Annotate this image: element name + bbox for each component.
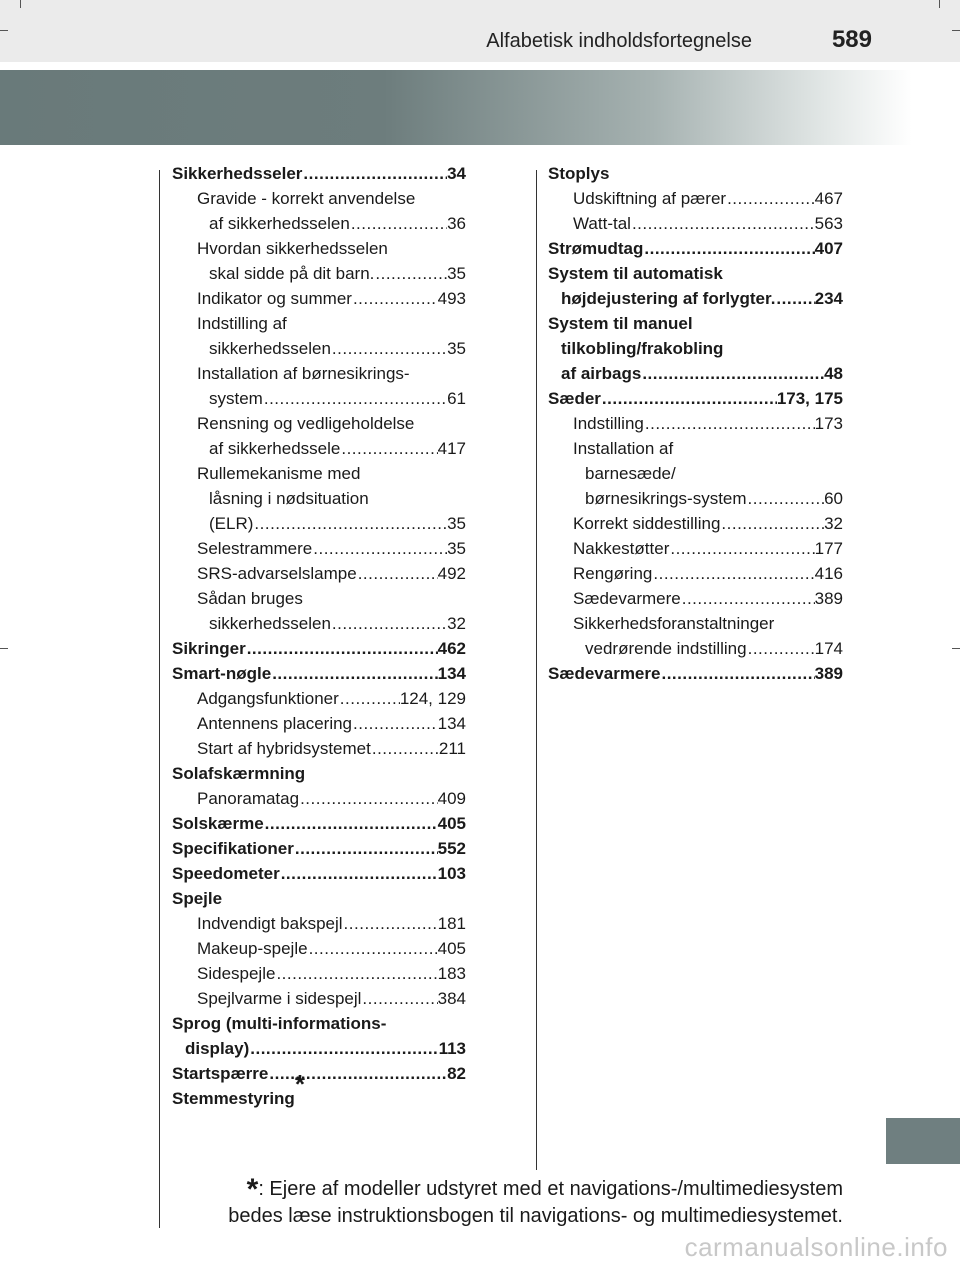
index-entry (548, 586, 843, 611)
index-entry-page: 32 (447, 614, 466, 633)
dot-leader (275, 961, 437, 986)
footnote-reference-star: * (294, 1069, 305, 1099)
dot-leader (660, 661, 814, 686)
index-entry (172, 361, 466, 386)
crop-mark (0, 30, 8, 31)
index-entry-page: 389 (814, 589, 843, 608)
index-entry-page: 34 (447, 164, 466, 183)
dot-leader (644, 411, 815, 436)
dot-leader (343, 911, 438, 936)
index-entry (172, 711, 466, 736)
index-entry-page: 409 (437, 789, 466, 808)
header-banner (0, 70, 960, 145)
crop-mark (952, 30, 960, 31)
dot-leader (352, 286, 438, 311)
index-entry-page: 417 (437, 439, 466, 458)
index-entry-term: Stemmestyring (172, 1089, 295, 1108)
dot-leader (357, 561, 438, 586)
index-entry-page: 173, 175 (776, 389, 843, 408)
index-entry-term: (ELR) (209, 514, 254, 533)
index-entry-term: Solafskærmning (172, 764, 306, 783)
index-entry (548, 236, 843, 261)
dot-leader (271, 661, 437, 686)
section-side-tab (886, 1118, 960, 1164)
index-entry-term: Indikator og summer (197, 289, 352, 308)
index-entry-term: af airbags (561, 364, 642, 383)
crop-mark (0, 648, 8, 649)
dot-leader (631, 211, 815, 236)
index-entry-term: SRS-advarselslampe (197, 564, 357, 583)
index-entry-term: Korrekt siddestilling (573, 514, 721, 533)
footnote (180, 1172, 843, 1230)
index-entry-term: Indvendigt bakspejl (197, 914, 343, 933)
dot-leader (747, 636, 815, 661)
index-entry-page: 61 (447, 389, 466, 408)
index-entry (172, 961, 466, 986)
index-entry-term: Smart-nøgle (172, 664, 272, 683)
index-entry-term: Sædevarmere (548, 664, 661, 683)
index-entry (172, 761, 466, 786)
index-entry (172, 911, 466, 936)
index-entry (172, 586, 466, 611)
index-entry-term: skal sidde på dit barn. (209, 264, 375, 283)
dot-leader (726, 186, 815, 211)
header-strip (0, 0, 960, 62)
index-entry-page: 467 (814, 189, 843, 208)
index-entry-term: Sådan bruges (197, 589, 303, 608)
index-entry-term: Sæder (548, 389, 601, 408)
index-entry (172, 536, 466, 561)
dot-leader (361, 986, 437, 1011)
index-entry (548, 286, 843, 311)
index-entry-term: Speedometer (172, 864, 280, 883)
dot-leader (280, 861, 438, 886)
index-entry-term: Rensning og vedligeholdelse (197, 414, 415, 433)
index-entry-term: display) (185, 1039, 250, 1058)
index-entry-term: Udskiftning af pærer (573, 189, 727, 208)
index-entry-term: Adgangsfunktioner (197, 689, 339, 708)
index-entry-term: Stoplys (548, 164, 610, 183)
index-entry (172, 986, 466, 1011)
dot-leader (643, 236, 814, 261)
index-entry-term: Sædevarmere (573, 589, 681, 608)
index-entry-page: 384 (437, 989, 466, 1008)
index-entry (172, 661, 466, 686)
index-entry-page: 462 (437, 639, 466, 658)
index-entry-page: 492 (437, 564, 466, 583)
index-entry (172, 286, 466, 311)
footnote-marker: * (246, 1173, 259, 1206)
index-entry (172, 561, 466, 586)
index-entry (172, 936, 466, 961)
index-entry (548, 186, 843, 211)
index-entry-term: Nakkestøtter (573, 539, 670, 558)
index-entry (172, 1011, 466, 1036)
footnote-line-2: bedes læse instruktionsbogen til navigations- og multimediesystemet. (228, 1205, 843, 1227)
dot-leader (294, 836, 438, 861)
dot-leader (249, 1036, 438, 1061)
index-entry-page: 35 (447, 539, 466, 558)
index-entry (548, 361, 843, 386)
index-entry-page: 134 (437, 714, 466, 733)
index-entry (548, 561, 843, 586)
index-entry (548, 211, 843, 236)
index-entry (172, 836, 466, 861)
index-entry-page: 405 (437, 814, 466, 833)
index-entry-page: 82 (447, 1064, 466, 1083)
index-entry-page: 563 (814, 214, 843, 233)
index-entry-term: Solskærme (172, 814, 264, 833)
index-entry (548, 261, 843, 286)
index-entry-term: højdejustering af forlygter. (561, 289, 776, 308)
index-entry-page: 35 (447, 264, 466, 283)
index-entry (172, 161, 466, 186)
index-entry-page: 35 (447, 514, 466, 533)
index-entry-term: Antennens placering (197, 714, 353, 733)
dot-leader (720, 511, 824, 536)
index-entry-page: 173 (814, 414, 843, 433)
index-entry-term: Rengøring (573, 564, 653, 583)
dot-leader (775, 286, 814, 311)
footnote-line-1-text: : Ejere af modeller udstyret med et navigations-/multimediesystem (258, 1178, 843, 1200)
index-column-left (172, 161, 466, 1111)
dot-leader (308, 936, 438, 961)
index-entry-term: Panoramatag (197, 789, 300, 808)
dot-leader (374, 261, 447, 286)
dot-leader (246, 636, 438, 661)
index-entry (548, 311, 843, 336)
index-entry (172, 1036, 466, 1061)
index-entry-term: Sikkerhedsseler (172, 164, 303, 183)
dot-leader (299, 786, 438, 811)
index-entry (172, 636, 466, 661)
index-entry-page: 60 (824, 489, 843, 508)
index-entry-term: Rullemekanisme med (197, 464, 361, 483)
index-entry-page: 36 (447, 214, 466, 233)
index-entry (548, 386, 843, 411)
index-entry (172, 411, 466, 436)
page-header-title: Alfabetisk indholdsfortegnelse (486, 30, 752, 52)
index-entry-term: af sikkerhedsselen (209, 214, 350, 233)
index-entry-term: Installation af børnesikrings- (197, 364, 410, 383)
dot-leader (339, 686, 400, 711)
dot-leader (302, 161, 447, 186)
dot-leader (601, 386, 777, 411)
index-entry (172, 861, 466, 886)
index-entry-page: 113 (438, 1039, 466, 1058)
index-entry-term: sikkerhedsselen (209, 614, 331, 633)
index-entry (172, 461, 466, 486)
index-entry-term: Specifikationer (172, 839, 294, 858)
index-entry (172, 486, 466, 511)
index-entry-page: 234 (814, 289, 843, 308)
dot-leader (747, 486, 825, 511)
index-entry (172, 386, 466, 411)
index-entry-term: barnesæde/ (585, 464, 676, 483)
index-column-right (548, 161, 843, 686)
index-entry-page: 211 (438, 739, 466, 758)
index-entry-page: 35 (447, 339, 466, 358)
index-entry (172, 686, 466, 711)
index-entry (172, 811, 466, 836)
index-entry-term: Sidespejle (197, 964, 276, 983)
dot-leader (331, 611, 447, 636)
crop-mark (20, 0, 21, 8)
page-number: 589 (831, 26, 872, 53)
index-entry (172, 1061, 466, 1086)
dot-leader (652, 561, 814, 586)
index-entry-term: System til automatisk (548, 264, 723, 283)
index-entry-term: børnesikrings-system (585, 489, 747, 508)
index-entry (548, 436, 843, 461)
index-entry-page: 103 (437, 864, 466, 883)
index-entry (172, 311, 466, 336)
index-entry-page: 416 (814, 564, 843, 583)
index-entry (548, 611, 843, 636)
index-entry-term: Watt-tal (573, 214, 631, 233)
index-entry-page: 493 (437, 289, 466, 308)
dot-leader (371, 736, 439, 761)
index-entry-term: System til manuel (548, 314, 693, 333)
index-entry-term: Makeup-spejle (197, 939, 308, 958)
index-entry (548, 511, 843, 536)
index-entry (548, 636, 843, 661)
index-entry-term: Selestrammere (197, 539, 313, 558)
index-entry (548, 661, 843, 686)
index-entry (172, 786, 466, 811)
watermark: carmanualsonline.info (684, 1232, 948, 1262)
dot-leader (340, 436, 437, 461)
dot-leader (350, 211, 447, 236)
index-entry-page: 177 (814, 539, 843, 558)
crop-mark (952, 648, 960, 649)
index-entry (548, 536, 843, 561)
dot-leader (331, 336, 447, 361)
index-entry (172, 236, 466, 261)
dot-leader (669, 536, 814, 561)
footnote-line-1 (180, 1172, 843, 1206)
index-entry (172, 186, 466, 211)
index-entry (548, 336, 843, 361)
index-entry (548, 411, 843, 436)
left-column-rule (159, 170, 160, 1228)
index-entry-term: Spejlvarme i sidespejl (197, 989, 362, 1008)
index-entry-page: 48 (824, 364, 843, 383)
index-entry-page: 407 (814, 239, 843, 258)
index-entry-term: Strømudtag (548, 239, 644, 258)
index-entry-term: tilkobling/frakobling (561, 339, 724, 358)
index-entry-term: låsning i nødsituation (209, 489, 369, 508)
index-entry-term: Sprog (multi-informations- (172, 1014, 387, 1033)
index-entry (172, 736, 466, 761)
index-entry-page: 32 (824, 514, 843, 533)
crop-mark (939, 0, 940, 8)
index-entry-term: vedrørende indstilling (585, 639, 747, 658)
dot-leader (253, 511, 447, 536)
index-entry-page: 405 (437, 939, 466, 958)
index-entry-page: 134 (437, 664, 466, 683)
index-entry-page: 174 (814, 639, 843, 658)
index-entry-page: 124, 129 (399, 689, 466, 708)
index-entry-term: Spejle (172, 889, 223, 908)
index-entry-term: Hvordan sikkerhedsselen (197, 239, 388, 258)
index-entry-term: Start af hybridsystemet (197, 739, 371, 758)
index-entry-page: 389 (814, 664, 843, 683)
index-entry (548, 161, 843, 186)
dot-leader (681, 586, 815, 611)
dot-leader (263, 386, 447, 411)
dot-leader (352, 711, 438, 736)
index-entry-term: sikkerhedsselen (209, 339, 331, 358)
dot-leader (312, 536, 447, 561)
index-entry-term: af sikkerhedssele (209, 439, 341, 458)
index-entry (172, 261, 466, 286)
index-entry (172, 336, 466, 361)
index-entry (172, 611, 466, 636)
index-entry-page: 181 (437, 914, 466, 933)
index-entry-term: Sikkerhedsforanstaltninger (573, 614, 775, 633)
index-entry-term: Startspærre (172, 1064, 269, 1083)
index-entry (548, 461, 843, 486)
index-entry-page: 552 (437, 839, 466, 858)
index-entry-term: Installation af (573, 439, 674, 458)
index-entry (172, 211, 466, 236)
index-entry (172, 511, 466, 536)
index-entry-term: Indstilling af (197, 314, 287, 333)
index-entry-term: Sikringer (172, 639, 246, 658)
dot-leader (264, 811, 438, 836)
index-entry-term: Gravide - korrekt anvendelse (197, 189, 416, 208)
index-entry (172, 886, 466, 911)
dot-leader (641, 361, 824, 386)
index-entry (172, 436, 466, 461)
index-entry-term: system (209, 389, 263, 408)
middle-column-rule (536, 170, 537, 1170)
index-entry-page: 183 (437, 964, 466, 983)
index-entry (548, 486, 843, 511)
index-entry-term: Indstilling (573, 414, 644, 433)
